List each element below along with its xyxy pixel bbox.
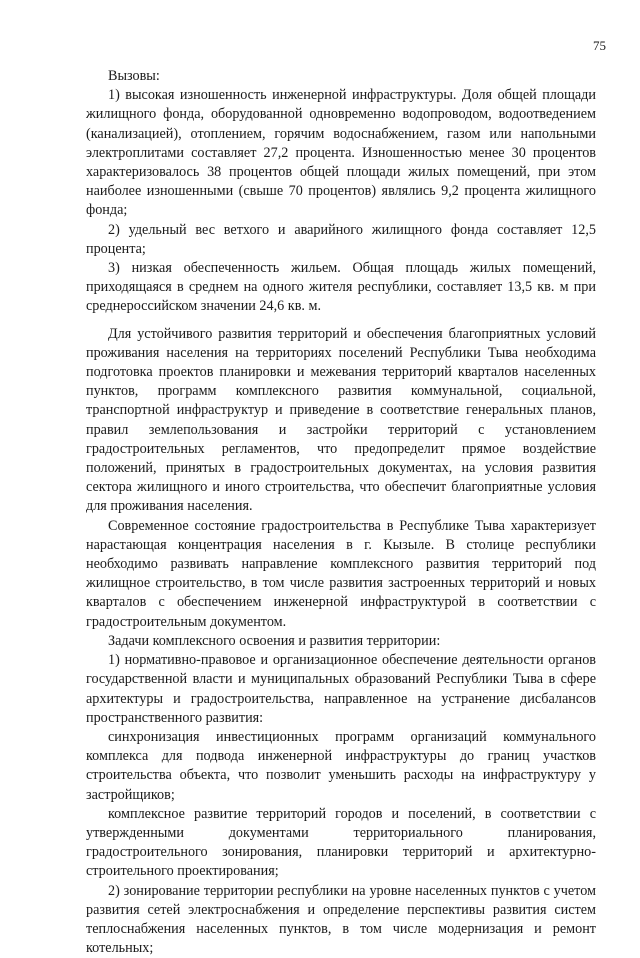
paragraph-sustainable-development: Для устойчивого развития территорий и обеспечения благоприятных условий проживания населения на территориях поселений Республики Тыва необходима подготовка проектов планировки и межевания территорий кварталов населенных пунктов, программ комплексного развития коммунальной, социальной, транспортной инфраструктур и приведение в соответствие генеральных планов, правил землепользования и застройки территорий с установлением градостроительных регламентов, что предопределит прямое воздействие положений, принятых в градостроительных документах, на условия развития сектора жилищного и иного строительства, что обеспечит благоприятные условия для проживания населения.	[86, 325, 596, 515]
paragraph-challenge-2: 2) удельный вес ветхого и аварийного жилищного фонда составляет 12,5 процента;	[86, 221, 596, 257]
paragraph-challenge-3: 3) низкая обеспеченность жильем. Общая площадь жилых помещений, приходящаяся в среднем на одного жителя республики, составляет 13,5 кв. м при среднероссийском значении 24,6 кв. м.	[86, 260, 596, 315]
paragraph-challenges-heading: Вызовы:	[108, 68, 160, 84]
page-number: 75	[593, 38, 606, 53]
paragraph-task-1-synchronization: синхронизация инвестиционных программ организаций коммунального комплекса для подвода инженерной инфраструктуры до границ участков строительства объекта, что позволит уменьшить расходы на инфраструктуру у застройщиков;	[86, 728, 596, 803]
paragraph-current-state: Современное состояние градостроительства в Республике Тыва характеризует нарастающая концентрация населения в г. Кызыле. В столице республики необходимо развивать направление комплексного развития территорий под жилищное строительство, в том числе развития застроенных территорий и новых кварталов с обеспечением инженерной инфраструктурой в соответствии с градостроительным документом.	[86, 517, 596, 630]
paragraph-challenge-1: 1) высокая изношенность инженерной инфраструктуры. Доля общей площади жилищного фонда, оборудованной одновременно водопроводом, водоотведением (канализацией), отоплением, горячим водоснабжением, газом или напольными электроплитами составляет 27,2 процента. Изношенностью менее 30 процентов характеризовалось 38 процентов общей площади жилых помещений, при этом наиболее изношенными (свыше 70 процентов) являлись 9,2 процента жилищного фонда;	[86, 87, 596, 219]
document-body	[86, 67, 596, 958]
paragraph-task-1-complex-development: комплексное развитие территорий городов и поселений, в соответствии с утвержденными документами территориального планирования, градостроительного зонирования, планировки территорий и архитектурно-строительного проектирования;	[86, 805, 596, 880]
paragraph-task-2: 2) зонирование территории республики на уровне населенных пунктов с учетом развития сетей электроснабжения и определение перспективы развития систем теплоснабжения населенных пунктов, в том числе модернизация и ремонт котельных;	[86, 882, 596, 957]
paragraph-tasks-heading: Задачи комплексного освоения и развития территории:	[108, 632, 441, 649]
paragraph-task-1: 1) нормативно-правовое и организационное обеспечение деятельности органов государственной власти и муниципальных образований Республики Тыва в сфере архитектуры и градостроительства, направленное на устранение дисбалансов пространственного развития:	[86, 652, 596, 726]
